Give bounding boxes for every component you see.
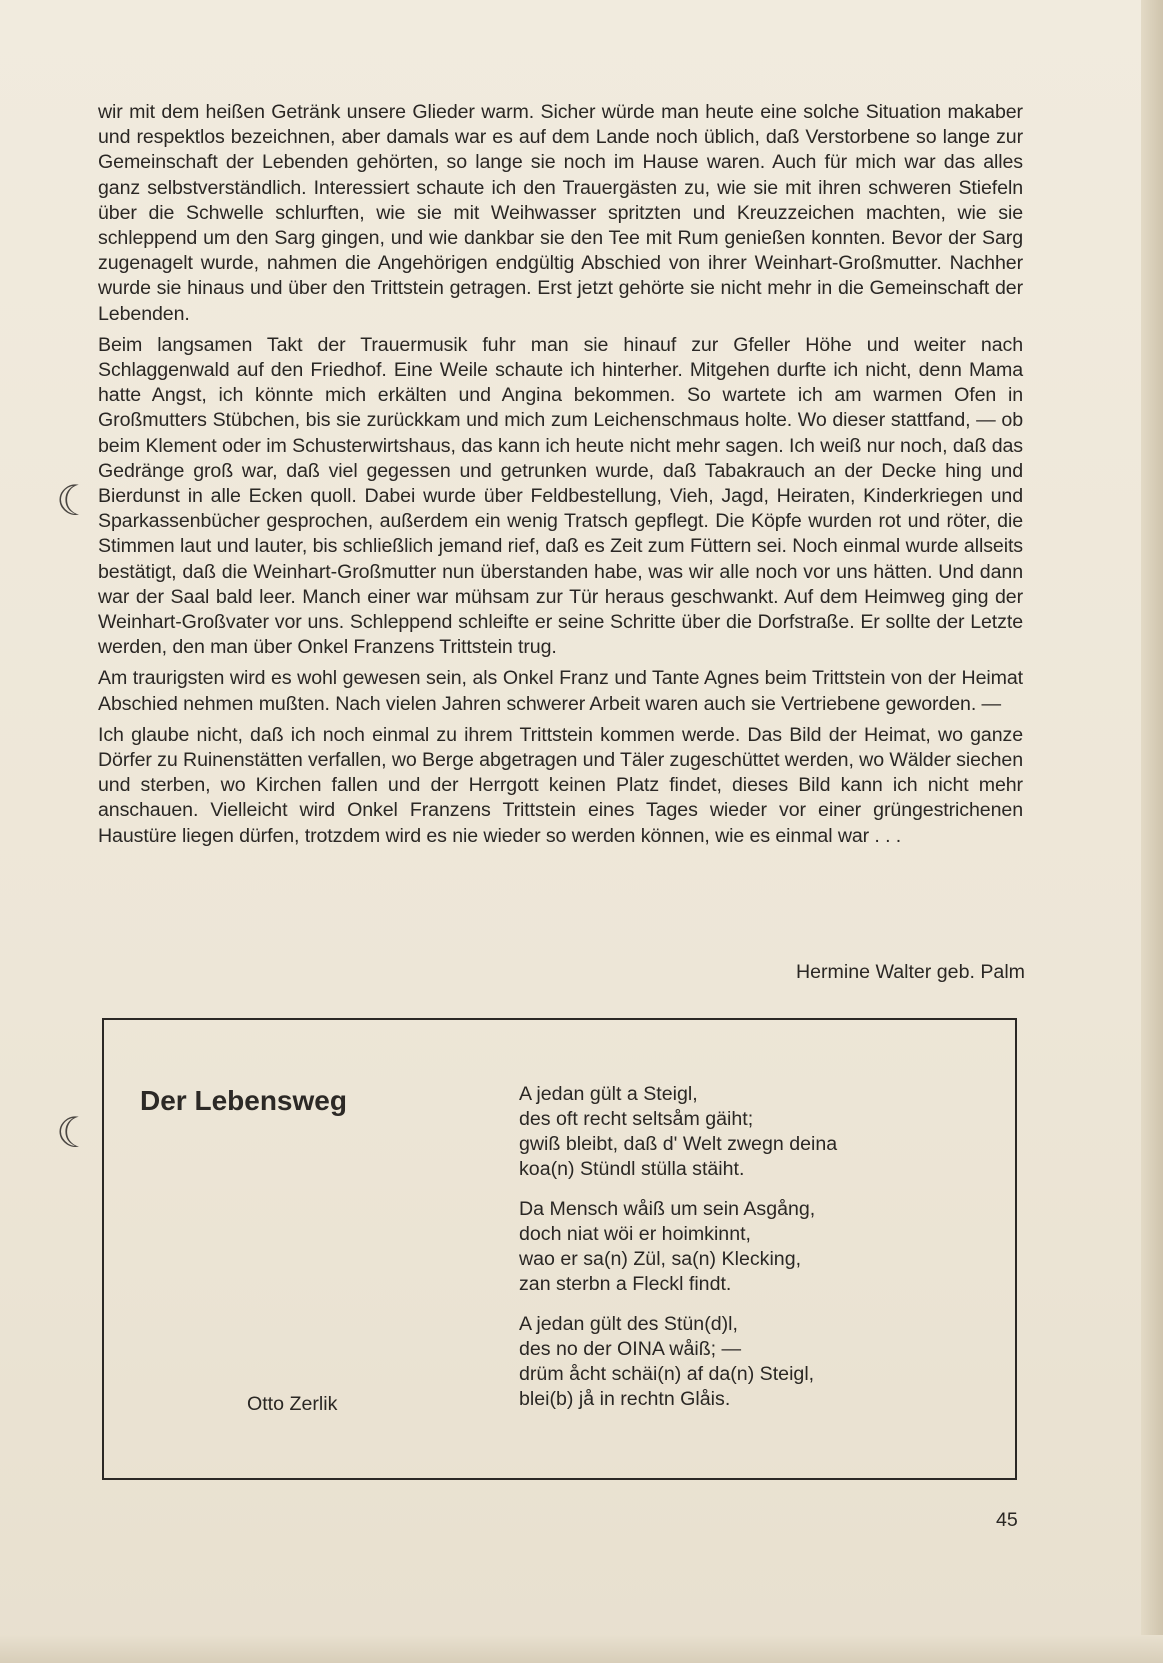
binder-hole-mark-icon: ☾ xyxy=(56,477,94,524)
binder-hole-mark-icon: ☾ xyxy=(56,1109,94,1156)
poem-line: des oft recht seltsåm gäiht; xyxy=(519,1108,754,1130)
poem-stanza xyxy=(519,1082,989,1182)
poem-stanza xyxy=(519,1312,989,1412)
poem-line: blei(b) jå in rechtn Glåis. xyxy=(519,1388,731,1410)
paragraph: Am traurigsten wird es wohl gewesen sein, als Onkel Franz und Tante Agnes beim Trittstein von der Heimat Abschied nehmen mußten. Nach vielen Jahren schwerer Arbeit waren auch sie Vertriebene geworden. — xyxy=(98,667,1023,715)
author-signature: Hermine Walter geb. Palm xyxy=(795,961,1025,983)
poem-line: gwiß bleibt, daß d' Welt zwegn deina xyxy=(519,1133,838,1155)
page-edge xyxy=(1141,0,1163,1663)
poem-author: Otto Zerlik xyxy=(247,1393,338,1415)
paragraph: Beim langsamen Takt der Trauermusik fuhr man sie hinauf zur Gfeller Höhe und weiter nach Schlaggenwald auf den Friedhof. Eine Weile schaute ich hinterher. Mitgehen durfte ich nicht, denn Mama hatte Angst, ich könnte mich erkälten und Angina bekommen. So wartete ich am warmen Ofen in Großmutters Stübchen, bis sie zurückkam und mich zum Leichenschmaus holte. Wo dieser stattfand, — ob beim Klement oder im Schusterwirtshaus, das kann ich heute nicht mehr sagen. Ich weiß nur noch, daß das Gedränge groß war, daß viel gegessen und getrunken wurde, daß Tabakrauch an der Decke hing und Bierdunst in alle Ecken quoll. Dabei wurde über Feldbestellung, Vieh, Jagd, Heiraten, Kinderkriegen und Sparkassenbücher gesprochen, außerdem ein wenig Tratsch gepflegt. Die Köpfe wurden rot und röter, die Stimmen laut und lauter, bis schließlich jemand rief, daß es Zeit zum Füttern sei. Noch einmal wurde allseits bestätigt, daß die Weinhart-Großmutter nun überstanden habe, was wir alle noch vor uns hätten. Und dann war der Saal bald leer. Manch einer war mühsam zur Tür heraus geschwankt. Auf dem Heimweg ging der Weinhart-Großvater vor uns. Schleppend schleifte er seine Schritte über die Dorfstraße. Er sollte der Letzte werden, den man über Onkel Franzens Trittstein trug. xyxy=(98,333,1023,659)
poem-line: koa(n) Stündl stülla stäiht. xyxy=(519,1158,745,1180)
article-body xyxy=(98,100,1023,855)
page-bottom-edge xyxy=(0,1635,1163,1663)
poem-line: A jedan gült des Stün(d)l, xyxy=(519,1313,738,1335)
poem-title: Der Lebensweg xyxy=(140,1085,347,1116)
poem-line: A jedan gült a Steigl, xyxy=(519,1083,698,1105)
poem-line: des no der OINA wåiß; — xyxy=(519,1338,742,1360)
poem-line: drüm åcht schäi(n) af da(n) Steigl, xyxy=(519,1363,815,1385)
poem-stanza xyxy=(519,1197,989,1297)
poem-text xyxy=(519,1082,989,1427)
poem-line: zan sterbn a Fleckl findt. xyxy=(519,1273,732,1295)
poem-line: Da Mensch wåiß um sein Asgång, xyxy=(519,1198,816,1220)
paragraph: Ich glaube nicht, daß ich noch einmal zu ihrem Trittstein kommen werde. Das Bild der Heimat, wo ganze Dörfer zu Ruinenstätten verfallen, wo Berge abgetragen und Täler zugeschüttet werden, wo Wälder siechen und sterben, wo Kirchen fallen und der Herrgott keinen Platz findet, dieses Bild kann ich nicht mehr anschauen. Vielleicht wird Onkel Franzens Trittstein eines Tages wieder vor einer grüngestrichenen Haustüre liegen dürfen, trotzdem wird es nie wieder so werden können, wie es einmal war . . . xyxy=(98,723,1023,847)
poem-line: wao er sa(n) Zül, sa(n) Klecking, xyxy=(519,1248,802,1270)
poem-line: doch niat wöi er hoimkinnt, xyxy=(519,1223,751,1245)
paragraph: wir mit dem heißen Getränk unsere Glieder warm. Sicher würde man heute eine solche Situation makaber und respektlos bezeichnen, aber damals war es auf dem Lande noch üblich, daß Verstorbene so lange zur Gemeinschaft der Lebenden gehörten, so lange sie noch im Hause waren. Auch für mich war das alles ganz selbstverständlich. Interessiert schaute ich den Trauergästen zu, wie sie mit ihren schweren Stiefeln über die Schwelle schlurften, wie sie mit Weihwasser spritzten und Kreuzzeichen machten, wie sie schleppend um den Sarg gingen, und wie dankbar sie den Tee mit Rum genießen konnten. Bevor der Sarg zugenagelt wurde, nahmen die Angehörigen endgültig Abschied von ihrer Weinhart-Großmutter. Nachher wurde sie hinaus und über den Trittstein getragen. Erst jetzt gehörte sie nicht mehr in die Gemeinschaft der Lebenden. xyxy=(98,101,1023,325)
page-number: 45 xyxy=(996,1509,1018,1531)
